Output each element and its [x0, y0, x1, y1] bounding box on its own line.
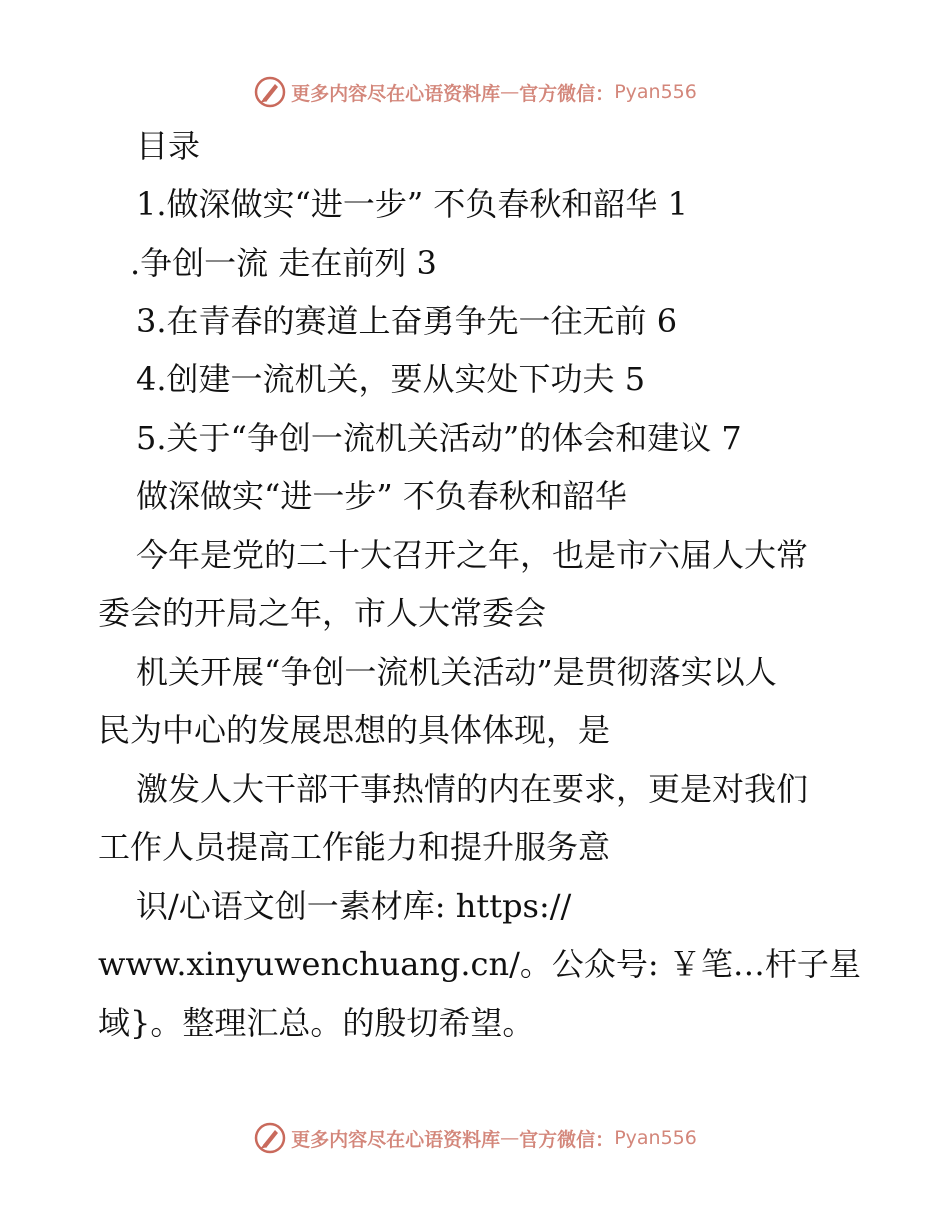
- paragraph-line: 工作人员提高工作能力和提升服务意: [98, 828, 611, 866]
- footer-watermark: [0, 1118, 950, 1158]
- header-watermark: [0, 72, 950, 112]
- paragraph-line: 激发人大干部干事热情的内在要求，更是对我们: [136, 770, 809, 808]
- banner-text: 更多内容尽在心语资料库: [291, 82, 501, 105]
- banner-wechat-label: 官方微信：: [519, 1128, 615, 1151]
- banner-wechat-label: 官方微信：: [519, 82, 615, 105]
- paragraph-line: 识/心语文创一素材库: https://: [136, 887, 572, 925]
- toc-item: 1.做深做实“进一步” 不负春秋和韶华 1: [136, 185, 688, 223]
- article-title: 做深做实“进一步” 不负春秋和韶华: [136, 477, 627, 515]
- toc-item: 3.在青春的赛道上奋勇争先一往无前 6: [136, 302, 678, 340]
- banner-account: Pyan556: [614, 81, 697, 103]
- paragraph-line: 民为中心的发展思想的具体体现，是: [98, 711, 611, 749]
- paragraph-line: 域}。整理汇总。的殷切希望。: [98, 1004, 535, 1042]
- paragraph-line: 机关开展“争创一流机关活动”是贯彻落实以人: [136, 653, 777, 691]
- pen-nib-logo-icon: [253, 75, 287, 109]
- pen-nib-logo-icon: [253, 1121, 287, 1155]
- toc-item: 4.创建一流机关，要从实处下功夫 5: [136, 360, 646, 398]
- paragraph-line: 委会的开局之年，市人大常委会: [98, 594, 547, 632]
- banner-text: 更多内容尽在心语资料库: [291, 1128, 501, 1151]
- toc-title: 目录: [136, 127, 201, 165]
- paragraph-line: 今年是党的二十大召开之年，也是市六届人大常: [136, 536, 809, 574]
- banner-dash: —: [500, 81, 520, 103]
- toc-item: .争创一流 走在前列 3: [130, 244, 437, 282]
- paragraph-line: www.xinyuwenchuang.cn/。公众号: ￥笔…杆子星: [98, 945, 861, 983]
- banner-account: Pyan556: [614, 1127, 697, 1149]
- toc-item: 5.关于“争创一流机关活动”的体会和建议 7: [136, 419, 742, 457]
- banner-dash: —: [500, 1127, 520, 1149]
